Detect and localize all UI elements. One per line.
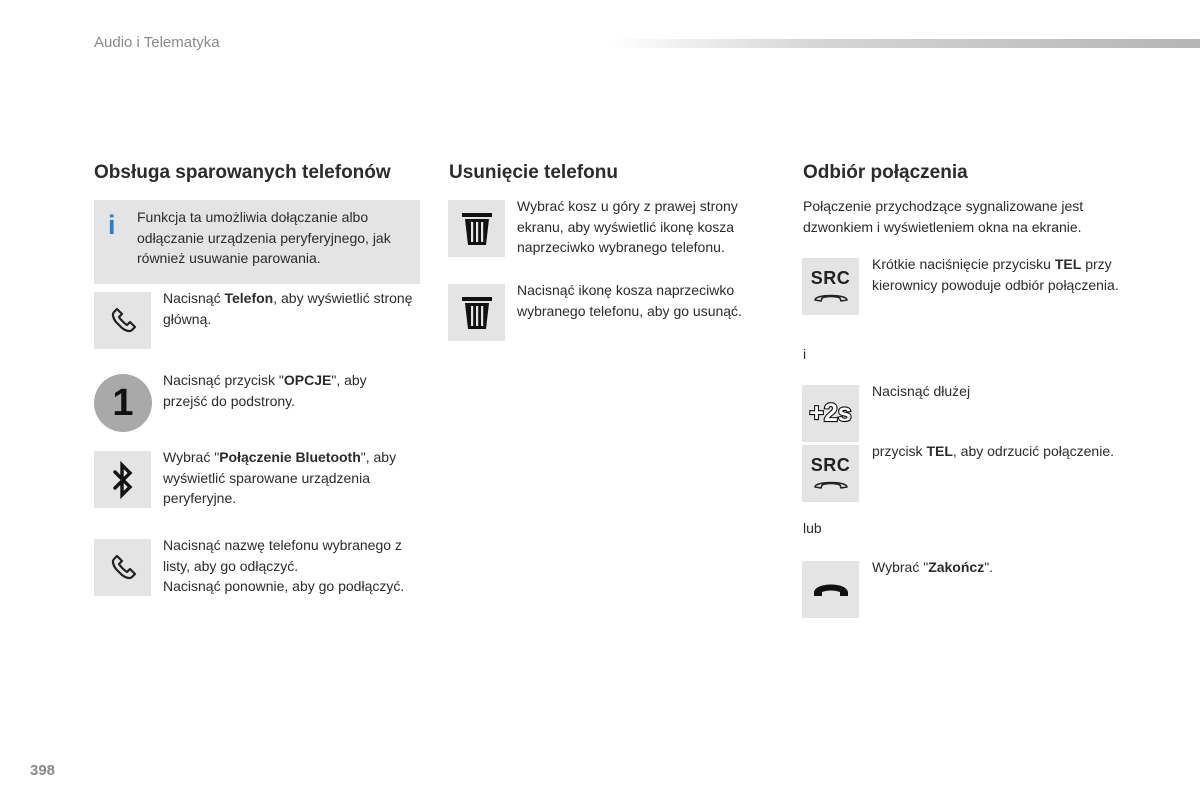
phone-handset-icon — [94, 292, 151, 349]
running-header: Audio i Telematyka — [94, 34, 220, 51]
col1-step3-text: Wybrać "Połączenie Bluetooth", aby wyświetlić sparowane urządzenia peryferyjne. — [163, 449, 397, 506]
section-title-delete-phone: Usunięcie telefonu — [449, 162, 618, 183]
col3-step1-text: Krótkie naciśnięcie przycisku TEL przy kierownicy powoduje odbiór połączenia. — [872, 256, 1119, 293]
long-press-2s-icon: +2s — [802, 385, 859, 442]
bluetooth-icon — [94, 451, 151, 508]
page-number: 398 — [30, 762, 56, 779]
step-number-one-icon: 1 — [94, 374, 152, 432]
col1-step1-text: Nacisnąć Telefon, aby wyświetlić stronę główną. — [163, 290, 413, 327]
info-icon: i — [108, 210, 116, 240]
col3-step2b-text: przycisk TEL, aby odrzucić połączenie. — [872, 443, 1114, 459]
connector-or: lub — [803, 520, 822, 536]
section-title-paired-phones: Obsługa sparowanych telefonów — [94, 162, 391, 183]
src-tel-button-icon: SRC — [802, 258, 859, 315]
hang-up-icon — [802, 561, 859, 618]
info-box — [94, 200, 420, 284]
col3-step3-text: Wybrać "Zakończ". — [872, 559, 994, 575]
col1-step2-text: Nacisnąć przycisk "OPCJE", aby przejść do podstrony. — [163, 372, 367, 409]
connector-and: i — [803, 346, 807, 362]
col2-step2-text: Nacisnąć ikonę kosza naprzeciwko wybranego telefonu, aby go usunąć. — [517, 282, 742, 319]
trash-icon — [448, 284, 505, 341]
col3-intro-text: Połączenie przychodzące sygnalizowane jest dzwonkiem i wyświetleniem okna na ekranie. — [803, 198, 1084, 235]
trash-icon — [448, 200, 505, 257]
info-text: Funkcja ta umożliwia dołączanie albo odłączanie urządzenia peryferyjnego, jak również usuwanie parowania. — [137, 209, 391, 266]
section-title-answer-call: Odbiór połączenia — [803, 162, 968, 183]
col3-step2a-text: Nacisnąć dłużej — [872, 383, 971, 399]
col2-step1-text: Wybrać kosz u góry z prawej strony ekranu, aby wyświetlić ikonę kosza naprzeciwko wybranego telefonu. — [517, 198, 738, 255]
header-gradient-bar — [606, 39, 1200, 48]
src-tel-button-icon: SRC — [802, 445, 859, 502]
phone-handset-icon — [94, 539, 151, 596]
col1-step4-text: Nacisnąć nazwę telefonu wybranego z listy, aby go odłączyć. Nacisnąć ponownie, aby go podłączyć. — [163, 537, 405, 594]
